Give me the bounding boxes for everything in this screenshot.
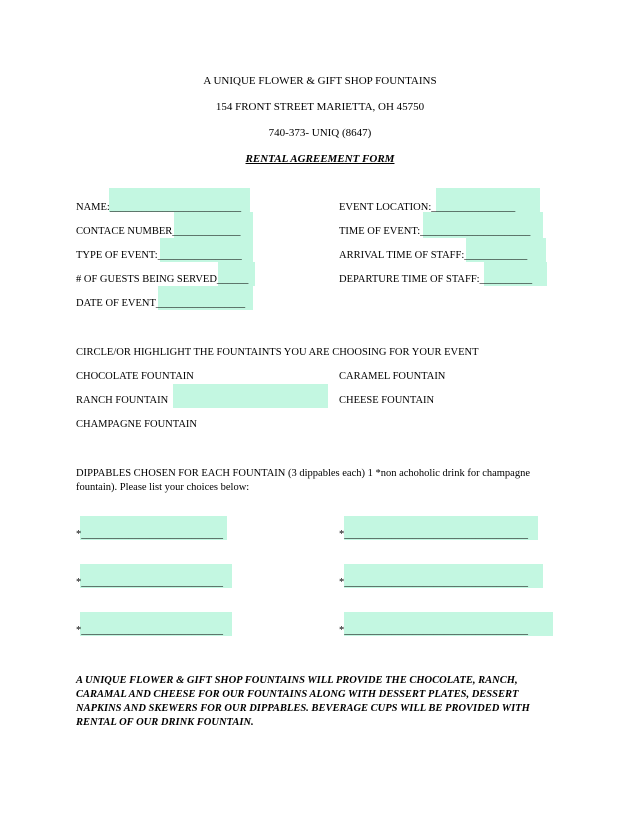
caramel-fountain-option[interactable]: CARAMEL FOUNTAIN <box>339 371 446 382</box>
event-time-label: TIME OF EVENT:_____________________ <box>339 226 531 237</box>
dippable-line-right-1: *___________________________________ <box>339 529 528 540</box>
champagne-fountain-option[interactable]: CHAMPAGNE FOUNTAIN <box>76 419 197 430</box>
footer-note: A UNIQUE FLOWER & GIFT SHOP FOUNTAINS WILL PROVIDE THE CHOCOLATE, RANCH, CARAMAL AND CHEESE FOR OUR FOUNTAINS ALONG WITH DESSERT PLATES, DESSERT NAPKINS AND SKEWERS FOR OUR DIPPABLES. BEVERAGE CUPS WILL BE PROVIDED WITH RENTAL OF OUR DRINK FOUNTAIN. <box>76 675 530 728</box>
ranch-fountain-option[interactable]: RANCH FOUNTAIN <box>76 395 169 406</box>
guests-label: # OF GUESTS BEING SERVED______ <box>76 274 249 285</box>
shop-name: A UNIQUE FLOWER & GIFT SHOP FOUNTAINS <box>203 75 437 87</box>
fountains-instruction: CIRCLE/OR HIGHLIGHT THE FOUNTAINTS YOU ARE CHOOSING FOR YOUR EVENT <box>76 347 479 358</box>
ranch-fountain-input[interactable] <box>173 384 328 408</box>
dippables-instruction: DIPPABLES CHOSEN FOR EACH FOUNTAIN (3 dippables each) 1 *non achoholic drink for champagne fountain). Please list your choices below: <box>76 468 531 493</box>
shop-phone: 740-373- UNIQ (8647) <box>268 127 372 139</box>
dippable-line-left-2: *___________________________ <box>76 577 223 588</box>
departure-time-label: DEPARTURE TIME OF STAFF:__________ <box>339 274 533 285</box>
event-type-label: TYPE OF EVENT:________________ <box>76 250 242 261</box>
contact-label: CONTACE NUMBER_____________ <box>76 226 241 237</box>
dippable-line-left-1: *___________________________ <box>76 529 223 540</box>
arrival-time-label: ARRIVAL TIME OF STAFF:____________ <box>339 250 528 261</box>
event-date-label: DATE OF EVENT_________________ <box>76 298 246 309</box>
shop-address: 154 FRONT STREET MARIETTA, OH 45750 <box>215 101 425 113</box>
name-label: NAME:_________________________ <box>76 202 242 213</box>
cheese-fountain-option[interactable]: CHEESE FOUNTAIN <box>339 395 435 406</box>
dippable-line-right-2: *___________________________________ <box>339 577 528 588</box>
dippable-line-right-3: *___________________________________ <box>339 625 528 636</box>
event-location-label: EVENT LOCATION:________________ <box>339 202 516 213</box>
dippable-line-left-3: *___________________________ <box>76 625 223 636</box>
chocolate-fountain-option[interactable]: CHOCOLATE FOUNTAIN <box>76 371 194 382</box>
form-title: RENTAL AGREEMENT FORM <box>245 153 395 165</box>
